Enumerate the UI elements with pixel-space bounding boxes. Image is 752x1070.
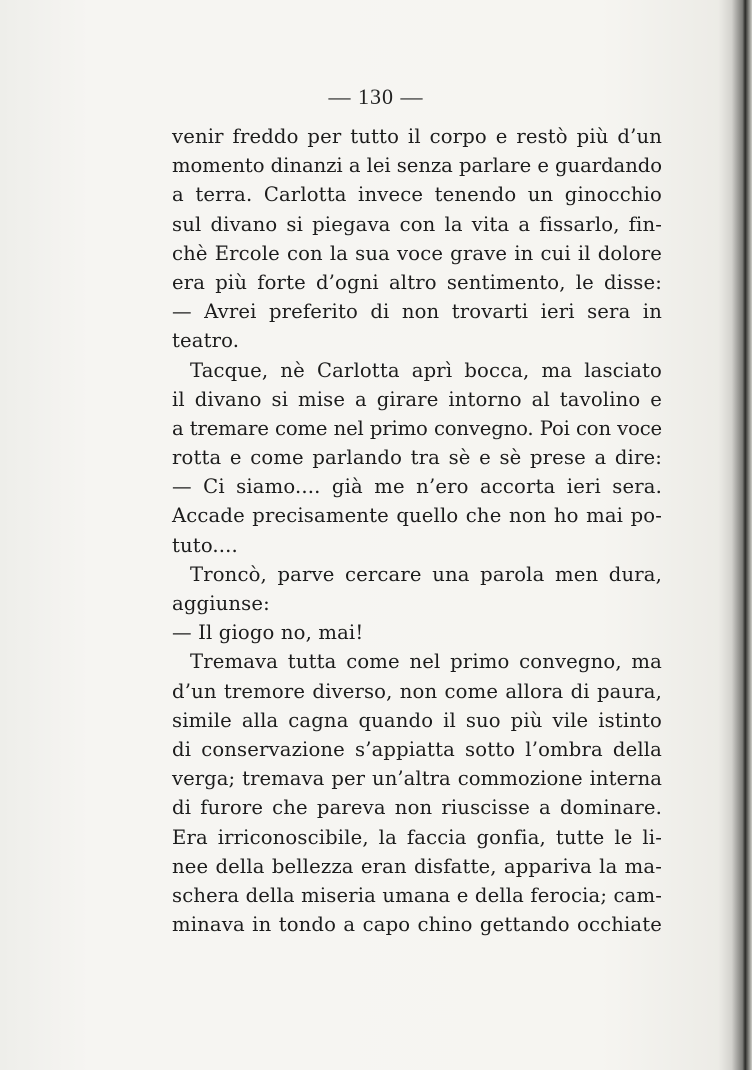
text-line: Tacque, nè Carlotta aprì bocca, ma lasciato (190, 358, 662, 382)
text-line: rotta e come parlando tra sè e sè prese a dire: (172, 446, 662, 470)
text-line: — Il giogo no, mai! (172, 621, 364, 645)
text-line: di conservazione s’appiatta sotto l’ombra della (172, 737, 662, 761)
text-line: nee della bellezza eran disfatte, appariva la ma- (172, 854, 662, 878)
text-line: a tremare come nel primo convegno. Poi con voce (172, 416, 662, 440)
text-line: aggiunse: (172, 592, 270, 615)
text-line: tuto.... (172, 533, 238, 557)
text-line: momento dinanzi a lei senza parlare e guardando (172, 154, 662, 178)
text-line: a terra. Carlotta invece tenendo un ginocchio (172, 183, 662, 207)
text-line: Era irriconoscibile, la faccia gonfia, tutte le li- (172, 825, 662, 849)
page-binding-edge (718, 0, 752, 1070)
text-line: Troncò, parve cercare una parola men dura, (190, 562, 662, 586)
text-line: simile alla cagna quando il suo più vile istinto (172, 708, 662, 732)
text-line: teatro. (172, 329, 240, 353)
text-line: di furore che pareva non riuscisse a dominare. (172, 796, 662, 820)
text-line: Accade precisamente quello che non ho mai po- (172, 504, 662, 528)
text-line: chè Ercole con la sua voce grave in cui il dolore (172, 241, 662, 265)
text-line: minava in tondo a capo chino gettando occhiate (172, 913, 662, 937)
page-number: — 130 — (328, 84, 424, 109)
text-line: il divano si mise a girare intorno al tavolino e (172, 387, 662, 411)
text-line: venir freddo per tutto il corpo e restò più d’un (172, 125, 662, 148)
text-line: Tremava tutta come nel primo convegno, ma (190, 650, 662, 674)
text-line: — Avrei preferito di non trovarti ieri sera in (172, 300, 662, 324)
body-text (172, 122, 662, 939)
text-line: verga; tremava per un’altra commozione interna (172, 767, 662, 791)
text-line: era più forte d’ogni altro sentimento, le disse: (172, 270, 662, 294)
text-line: — Ci siamo.... già me n’ero accorta ieri sera. (172, 475, 662, 499)
text-line: d’un tremore diverso, non come allora di paura, (172, 679, 662, 703)
text-line: sul divano si piegava con la vita a fissarlo, fin- (172, 212, 662, 236)
text-line: schera della miseria umana e della ferocia; cam- (172, 883, 662, 907)
